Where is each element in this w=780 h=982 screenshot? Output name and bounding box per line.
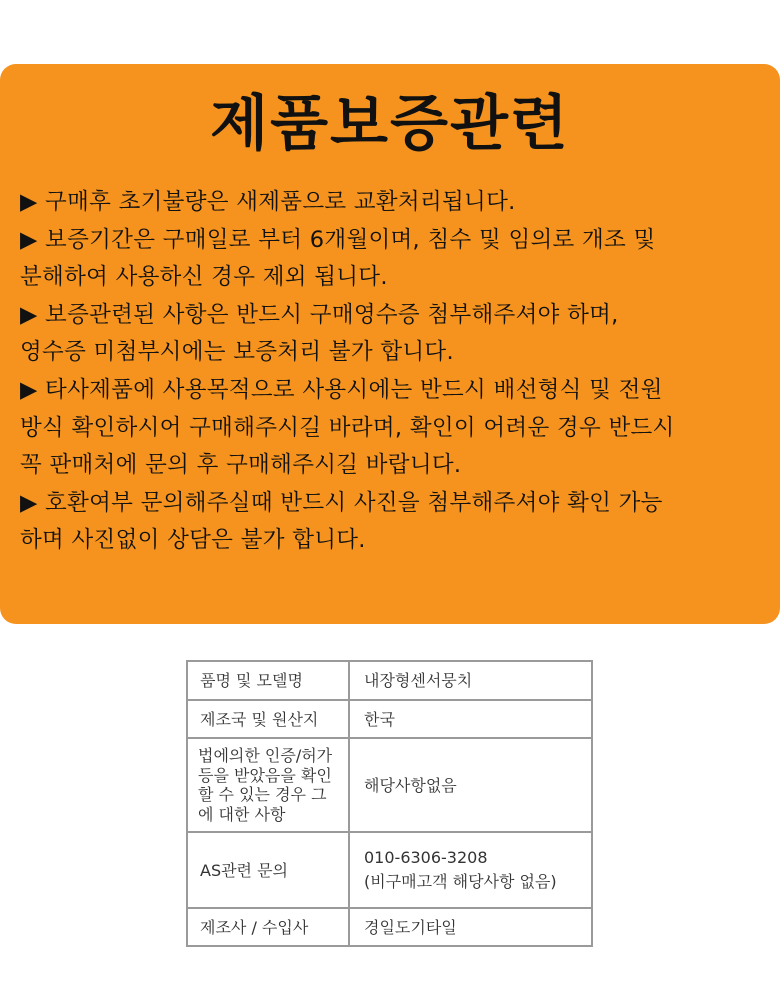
warranty-line: 방식 확인하시어 구매해주시길 바라며, 확인이 어려운 경우 반드시 — [20, 414, 675, 441]
table-row — [187, 661, 592, 700]
warranty-body — [20, 184, 760, 560]
warranty-line: ▶ 보증기간은 구매일로 부터 6개월이며, 침수 및 임의로 개조 및 — [20, 226, 656, 253]
warranty-line: ▶ 보증관련된 사항은 반드시 구매영수증 첨부해주셔야 하며, — [20, 301, 619, 328]
warranty-line: 하며 사진없이 상담은 불가 합니다. — [20, 527, 366, 554]
warranty-notice-box — [0, 64, 780, 624]
row-value-product-name: 내장형센서뭉치 — [349, 661, 592, 700]
warranty-line: 분해하여 사용하신 경우 제외 됩니다. — [20, 264, 388, 291]
product-info-table — [186, 660, 593, 947]
warranty-line: ▶ 호환여부 문의해주실때 반드시 사진을 첨부해주셔야 확인 가능 — [20, 489, 663, 516]
row-label-origin: 제조국 및 원산지 — [187, 700, 349, 738]
row-label-certification: 법에의한 인증/허가 등을 받았음을 확인 할 수 있는 경우 그 에 대한 사항 — [187, 738, 349, 832]
warranty-line: 영수증 미첨부시에는 보증처리 불가 합니다. — [20, 339, 454, 366]
table-row — [187, 832, 592, 908]
row-value-certification: 해당사항없음 — [349, 738, 592, 832]
row-label-product-name: 품명 및 모델명 — [187, 661, 349, 700]
table-row — [187, 908, 592, 946]
table-row — [187, 738, 592, 832]
row-label-manufacturer: 제조사 / 수입사 — [187, 908, 349, 946]
warranty-line: 꼭 판매처에 문의 후 구매해주시길 바랍니다. — [20, 452, 462, 479]
row-value-origin: 한국 — [349, 700, 592, 738]
row-label-as-contact: AS관련 문의 — [187, 832, 349, 908]
warranty-line: ▶ 구매후 초기불량은 새제품으로 교환처리됩니다. — [20, 189, 516, 215]
warranty-title: 제품보증관련 — [210, 89, 570, 159]
table-row — [187, 700, 592, 738]
row-value-as-contact: 010-6306-3208 (비구매고객 해당사항 없음) — [349, 832, 592, 908]
row-value-manufacturer: 경일도기타일 — [349, 908, 592, 946]
warranty-line: ▶ 타사제품에 사용목적으로 사용시에는 반드시 배선형식 및 전원 — [20, 376, 663, 403]
